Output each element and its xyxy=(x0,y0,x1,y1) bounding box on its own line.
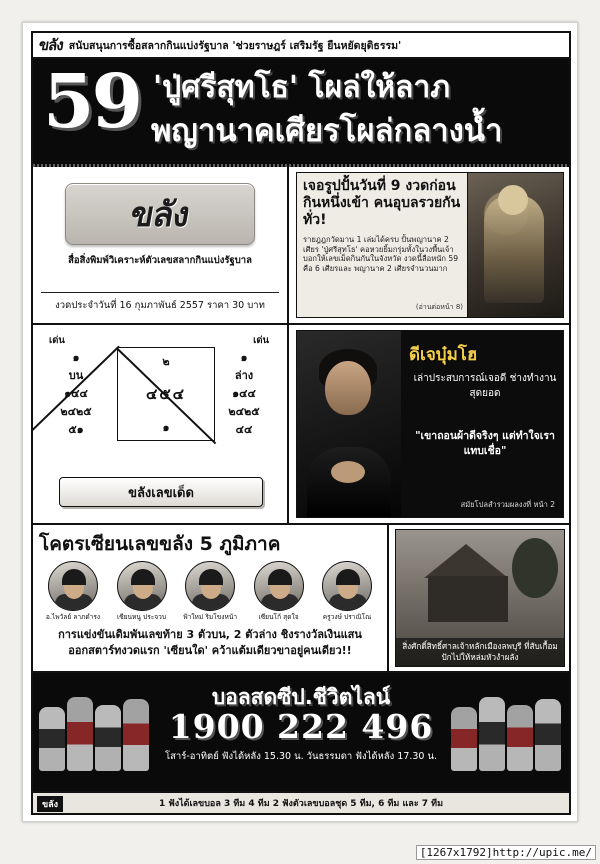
celebrity-block xyxy=(291,325,569,523)
strap-text: สนับสนุนการซื้อสลากกินแบ่งรัฐบาล 'ช่วยราษฎร์ เสริมรัฐ ยืนหยัดยุติธรรม' xyxy=(68,39,402,52)
tree-shape xyxy=(512,538,558,598)
temple-caption: สิ่งศักดิ์สิทธิ์ศาลเจ้าหลักเมืองลพบุรี ที่สับเกื้อมปักไปให้หล่มหัวงำผลัง xyxy=(396,638,564,666)
brand-emblem xyxy=(65,183,255,245)
list-item xyxy=(110,561,174,621)
celebrity-title: ดีเจบุ๋มโฮ xyxy=(409,345,478,365)
yantra-ribbon: ขลังเลขเด็ด xyxy=(59,477,263,507)
master-name: เซียนโก้ สุดใจ xyxy=(258,613,299,621)
headline-line-2: พญานาคเศียรโผล่กลางน้ำ xyxy=(151,113,503,149)
avatar xyxy=(117,561,167,611)
list-item xyxy=(178,561,242,621)
yantra-block xyxy=(33,325,289,523)
news-block xyxy=(291,167,569,323)
masthead xyxy=(33,59,569,167)
news-headline: เจอรูปปั้นวันที่ 9 งวดก่อนกินหนึ่งเข้า คนอุบลรวยกันทั่ว! xyxy=(303,178,461,228)
yantra-square-bottom: ๑ xyxy=(162,421,170,434)
yantra-square xyxy=(117,347,215,441)
avatar xyxy=(254,561,304,611)
yantra-corner-right: เด่น xyxy=(253,335,269,346)
avatar xyxy=(48,561,98,611)
list-item xyxy=(41,561,105,621)
celebrity-face xyxy=(325,361,371,415)
masters-body-line-2: ออกสตาร์ทงวดแรก 'เซียนใด' คว้าแต้มเดียวขาอยู่คนเดียว!! xyxy=(68,644,352,657)
avatar xyxy=(322,561,372,611)
master-name: อ.ไพวัลย์ ลาภดำรง xyxy=(45,613,101,621)
news-credit: (อ่านต่อหน้า 8) xyxy=(415,303,463,311)
scanned-newspaper xyxy=(22,22,578,822)
yantra-left-3: ๒๔๒๕ xyxy=(60,405,92,418)
brand-and-news-row xyxy=(33,167,569,325)
yantra-square-center: ๔๕๔ xyxy=(145,385,187,403)
watermark-caption: [1267x1792]http://upic.me/ xyxy=(416,845,596,860)
yantra-right-0: ๑ xyxy=(240,351,248,364)
yantra-right-2: ๑๔๔ xyxy=(232,387,256,400)
news-body: รายฎฎกวัดมาน 1 เล่มได้ครบ ปั้นพญานาค 2 เศียร 'ปู่ศรีสุทโธ' คอหวยยิ้มกรุ่มทั้งในวงพื้นเจ้า บอกให้เลขเม็ดกินกันในจังหวัด งวดนี้ลือหนัก 59 คือ 6 เศียรและ พญานาค 2 เศียรจำนวนมาก xyxy=(303,235,459,273)
yantra-and-celebrity-row xyxy=(33,325,569,525)
list-item xyxy=(247,561,311,621)
hotline-number[interactable]: 1900 222 496 xyxy=(168,707,434,746)
yantra-corner-left: เด่น xyxy=(49,335,65,346)
yantra-left-2: ๑๔๔ xyxy=(64,387,88,400)
temple-photo xyxy=(395,529,565,667)
masters-block xyxy=(33,525,389,671)
hotline-title: บอลสดซีป.ชีวิตไลน์ xyxy=(211,685,391,709)
issue-date: งวดประจำวันที่ 16 กุมภาพันธ์ 2557 ราคา 30 บาท xyxy=(41,292,279,313)
hotline-strip-tag: ขลัง xyxy=(37,796,63,812)
naga-statue-photo xyxy=(467,173,563,317)
masters-body xyxy=(39,627,381,659)
master-name: เซียนหนู ประจวบ xyxy=(116,613,167,621)
celebrity-quote: "เขาถอนผ้าดีจริงๆ แต่ทำใจเราแทบเชื่อ" xyxy=(415,430,555,457)
yantra-left-0: ๑ xyxy=(72,351,80,364)
yantra-right-column xyxy=(213,349,275,439)
hotline-strip-text: 1 ฟังได้เลขบอล 3 ทีม 4 ทีม 2 ฟังตัวเลขบอลชุด 5 ทีม, 6 ทีม และ 7 ทีม xyxy=(158,799,444,809)
yantra-square-top: ๒ xyxy=(162,355,170,368)
brand-logo-small: ขลัง xyxy=(37,36,65,54)
brand-subtitle: สื่อสิ่งพิมพ์วิเคราะห์ตัวเลขสลากกินแบ่งรัฐบาล xyxy=(68,255,252,266)
yantra-right-3: ๒๔๒๕ xyxy=(228,405,260,418)
yantra-right-4: ๔๔ xyxy=(235,423,253,436)
news-card xyxy=(296,172,564,318)
hotline-banner xyxy=(33,673,569,813)
hotline-hours: โสาร์-อาทิตย์ ฟังได้หลัง 15.30 น. วันธรรมดา ฟังได้หลัง 17.30 น. xyxy=(164,751,438,762)
celebrity-credit: สมัยโปลสำรวมผลงงที่ หน้า 2 xyxy=(460,500,555,509)
masters-body-line-1: การแข่งขันเดิมพันเลขท้าย 3 ตัวบน, 2 ตัวล่าง ชิงรางวัลเงินแสน xyxy=(58,628,362,641)
temple-roof xyxy=(424,544,508,578)
temple-building xyxy=(428,576,508,622)
avatar xyxy=(185,561,235,611)
yantra-right-1: ล่าง xyxy=(234,369,254,382)
celebrity-photo xyxy=(297,331,401,517)
newspaper-border xyxy=(31,31,571,815)
headline-line-1: 'ปู่ศรีสุทโธ' โผล่ให้ลาภ xyxy=(153,70,451,105)
master-name: ฟ้าใหม่ ริมโขงหน้า xyxy=(182,613,238,621)
yantra-left-4: ๕๑ xyxy=(68,423,84,436)
brand-emblem-text: ขลัง xyxy=(127,195,193,235)
yantra-grid xyxy=(39,331,281,461)
master-name: ครูวงษ์ ปราณิโณ xyxy=(322,613,372,621)
celebrity-text: เล่าประสบการณ์เจอดี ช่างทำงานสุดยอด xyxy=(413,373,557,399)
masters-title: โคตรเซียนเลขขลัง 5 ภูมิภาค xyxy=(39,533,281,555)
statue-head xyxy=(498,185,528,215)
yantra-left-column xyxy=(45,349,107,439)
brand-block xyxy=(33,167,289,323)
yantra-left-1: บน xyxy=(68,369,84,382)
hotline-strip xyxy=(33,791,569,813)
masters-portrait-list xyxy=(39,561,381,621)
celebrity-card xyxy=(296,330,564,518)
top-strap xyxy=(33,33,569,59)
lucky-number: 59 xyxy=(43,59,140,145)
masters-and-temple-row xyxy=(33,525,569,673)
celebrity-hands xyxy=(331,461,365,483)
list-item xyxy=(315,561,379,621)
temple-block xyxy=(391,525,569,671)
